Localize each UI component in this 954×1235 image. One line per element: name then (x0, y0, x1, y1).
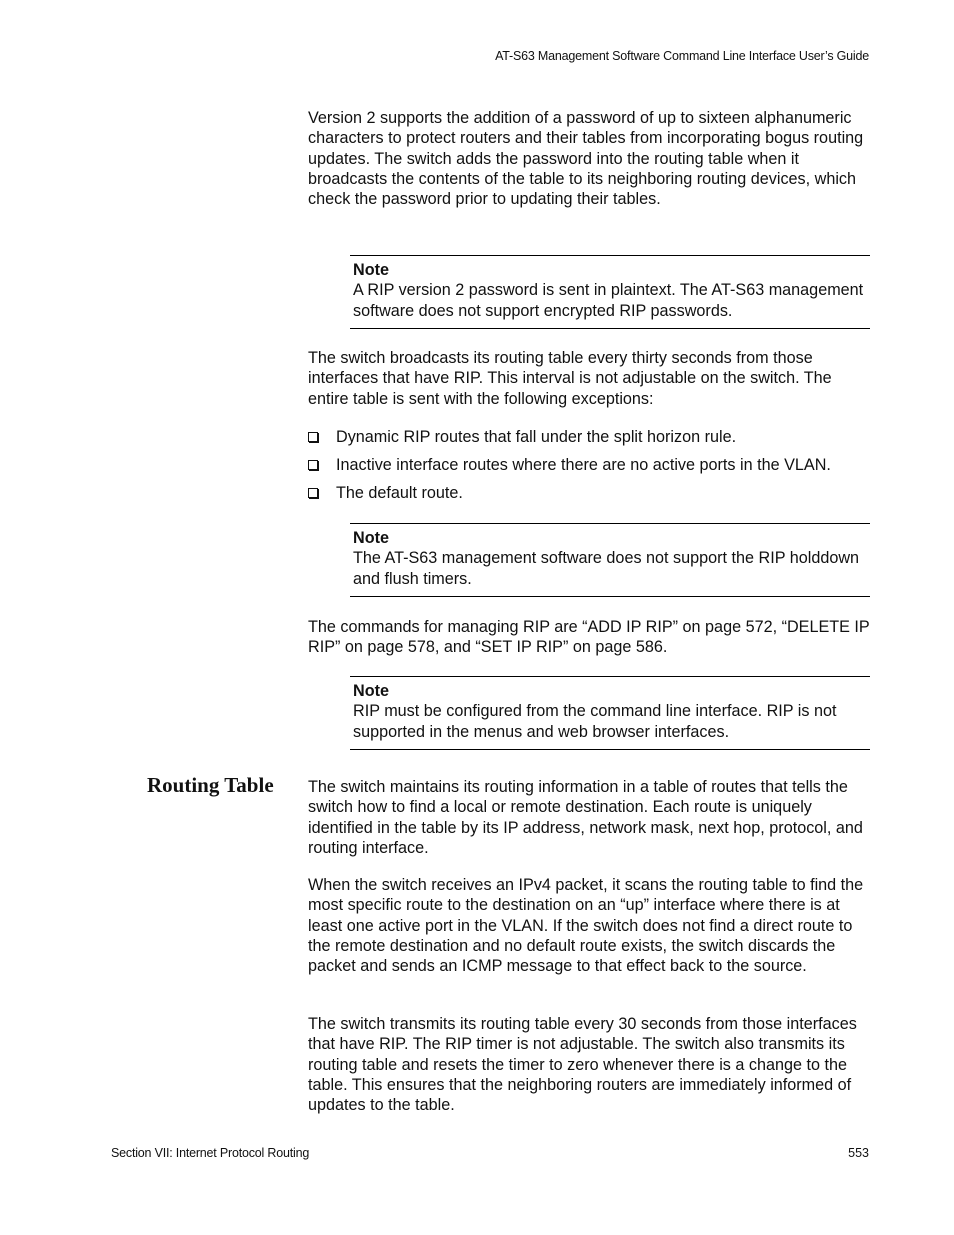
running-header: AT-S63 Management Software Command Line Interface User’s Guide (495, 49, 869, 63)
note-text: A RIP version 2 password is sent in plaintext. The AT-S63 management software does not support encrypted RIP passwords. (353, 281, 864, 320)
paragraph-text: Version 2 supports the addition of a password of up to sixteen alphanumeric characters to protect routers and their tables from incorporating bogus routing updates. The switch adds the password into the routing table when it broadcasts the contents of the table to its neighboring routing devices, which check the password prior to updating their tables. (308, 109, 864, 209)
paragraph-text: When the switch receives an IPv4 packet, it scans the routing table to find the most specific route to the destination on an “up” interface where there is at least one active port in the VLAN. If the switch does not find a direct route to the remote destination and no default route exists, the switch discards the packet and sends an ICMP message to that effect back to the source. (308, 876, 864, 976)
section-heading-routing-table: Routing Table (147, 773, 274, 797)
checkbox-bullet-icon (308, 488, 318, 498)
paragraph-routing-info (308, 777, 870, 858)
footer-page-number: 553 (848, 1146, 869, 1160)
note-box-plaintext-password (350, 255, 870, 329)
paragraph-rip-commands (308, 617, 870, 658)
checkbox-bullet-icon (308, 460, 318, 470)
paragraph-text: The switch transmits its routing table every 30 seconds from those interfaces that have RIP. The RIP timer is not adjustable. The switch also transmits its routing table and resets the timer to zero whenever there is a change to the table. This ensures that the neighboring routers are immediately informed of updates to the table. (308, 1015, 857, 1115)
exceptions-list (308, 427, 870, 511)
note-title: Note (353, 261, 389, 279)
note-text: The AT-S63 management software does not support the RIP holddown and flush timers. (353, 549, 860, 588)
list-item-text: Inactive interface routes where there are no active ports in the VLAN. (336, 456, 831, 474)
note-text: RIP must be configured from the command line interface. RIP is not supported in the menus and web browser interfaces. (353, 702, 837, 741)
paragraph-ipv4-packet (308, 875, 870, 976)
paragraph-text: The switch maintains its routing information in a table of routes that tells the switch how to find a local or remote destination. Each route is uniquely identified in the table by its IP address, network mask, next hop, protocol, and routing interface. (308, 778, 863, 857)
paragraph-broadcast-interval (308, 348, 870, 409)
list-item-text: The default route. (336, 484, 463, 502)
note-title: Note (353, 529, 389, 547)
paragraph-transmit-table (308, 1014, 870, 1115)
footer-section-title: Section VII: Internet Protocol Routing (111, 1146, 310, 1160)
list-item (308, 427, 870, 455)
paragraph-text: The switch broadcasts its routing table every thirty seconds from those interfaces that have RIP. This interval is not adjustable on the switch. The entire table is sent with the following exceptions: (308, 349, 832, 408)
paragraph-text: The commands for managing RIP are “ADD IP RIP” on page 572, “DELETE IP RIP” on page 578, and “SET IP RIP” on page 586. (308, 618, 870, 657)
list-item (308, 483, 870, 511)
note-title: Note (353, 682, 389, 700)
note-box-cli-config (350, 676, 870, 750)
list-item (308, 455, 870, 483)
list-item-text: Dynamic RIP routes that fall under the split horizon rule. (336, 428, 737, 446)
checkbox-bullet-icon (308, 432, 318, 442)
paragraph-rip-v2-password (308, 108, 870, 209)
note-box-timers (350, 523, 870, 597)
